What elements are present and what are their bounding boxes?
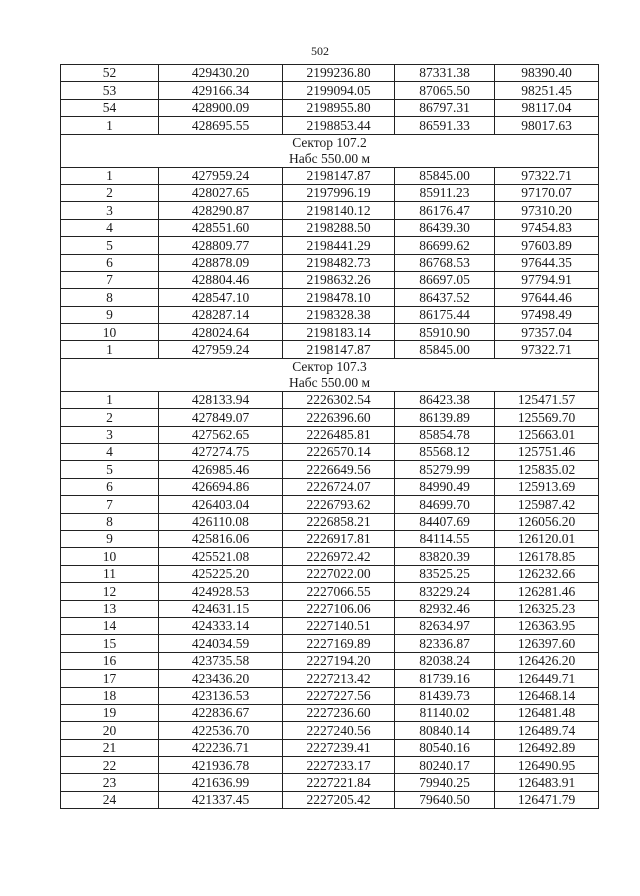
coordinate-cell: 126489.74 [495, 722, 599, 739]
coordinate-cell: 126120.01 [495, 530, 599, 547]
table-row [61, 757, 599, 774]
sector-header-row [61, 134, 599, 167]
coordinate-cell: 2227213.42 [283, 670, 395, 687]
coordinate-cell: 427562.65 [159, 426, 283, 443]
coordinate-cell: 84114.55 [395, 530, 495, 547]
table-row [61, 687, 599, 704]
coordinate-cell: 426694.86 [159, 478, 283, 495]
coordinate-cell: 86423.38 [395, 391, 495, 408]
table-row [61, 513, 599, 530]
table-row [61, 409, 599, 426]
coordinate-cell: 85854.78 [395, 426, 495, 443]
coordinate-cell: 425225.20 [159, 565, 283, 582]
coordinate-cell: 125471.57 [495, 391, 599, 408]
coordinate-cell: 126492.89 [495, 739, 599, 756]
coordinate-cell: 97454.83 [495, 219, 599, 236]
coordinate-cell: 125835.02 [495, 461, 599, 478]
coordinate-cell: 428024.64 [159, 324, 283, 341]
coordinate-cell: 2227221.84 [283, 774, 395, 791]
coordinate-cell: 425521.08 [159, 548, 283, 565]
coordinate-cell: 2198482.73 [283, 254, 395, 271]
table-row [61, 289, 599, 306]
coordinate-cell: 126483.91 [495, 774, 599, 791]
coordinate-cell: 424631.15 [159, 600, 283, 617]
table-row [61, 704, 599, 721]
coordinate-cell: 84407.69 [395, 513, 495, 530]
coordinate-cell: 422836.67 [159, 704, 283, 721]
point-number-cell: 9 [61, 306, 159, 323]
table-row [61, 117, 599, 134]
point-number-cell: 15 [61, 635, 159, 652]
point-number-cell: 19 [61, 704, 159, 721]
coordinate-cell: 423436.20 [159, 670, 283, 687]
coordinate-cell: 97357.04 [495, 324, 599, 341]
coordinate-cell: 421337.45 [159, 791, 283, 808]
coordinate-cell: 80540.16 [395, 739, 495, 756]
point-number-cell: 1 [61, 341, 159, 358]
point-number-cell: 2 [61, 409, 159, 426]
coordinate-cell: 125569.70 [495, 409, 599, 426]
coordinate-cell: 2226724.07 [283, 478, 395, 495]
coordinate-cell: 429430.20 [159, 65, 283, 82]
coordinate-cell: 85845.00 [395, 341, 495, 358]
page-number: 502 [311, 44, 329, 58]
table-row [61, 774, 599, 791]
coordinate-cell: 97170.07 [495, 184, 599, 201]
coordinate-cell: 2198140.12 [283, 202, 395, 219]
table-row [61, 341, 599, 358]
point-number-cell: 22 [61, 757, 159, 774]
point-number-cell: 21 [61, 739, 159, 756]
sector-elevation: Набс 550.00 м [288, 150, 371, 166]
coordinate-cell: 421636.99 [159, 774, 283, 791]
coordinate-cell: 2226917.81 [283, 530, 395, 547]
coordinate-cell: 86699.62 [395, 237, 495, 254]
coordinate-cell: 83229.24 [395, 583, 495, 600]
table-row [61, 391, 599, 408]
coordinate-cell: 126325.23 [495, 600, 599, 617]
coordinate-cell: 428695.55 [159, 117, 283, 134]
coordinate-cell: 426110.08 [159, 513, 283, 530]
coordinate-cell: 426403.04 [159, 496, 283, 513]
table-row [61, 254, 599, 271]
coordinate-cell: 81140.02 [395, 704, 495, 721]
coordinate-cell: 424928.53 [159, 583, 283, 600]
coordinate-cell: 83820.39 [395, 548, 495, 565]
coordinate-cell: 2198328.38 [283, 306, 395, 323]
coordinate-cell: 424034.59 [159, 635, 283, 652]
coordinate-cell: 428290.87 [159, 202, 283, 219]
coordinate-cell: 2198853.44 [283, 117, 395, 134]
coordinate-cell: 2227022.00 [283, 565, 395, 582]
point-number-cell: 7 [61, 496, 159, 513]
coordinate-cell: 428809.77 [159, 237, 283, 254]
coordinate-cell: 85911.23 [395, 184, 495, 201]
coordinate-cell: 126281.46 [495, 583, 599, 600]
coordinate-cell: 427849.07 [159, 409, 283, 426]
coordinate-cell: 81739.16 [395, 670, 495, 687]
table-row [61, 548, 599, 565]
point-number-cell: 9 [61, 530, 159, 547]
table-row [61, 99, 599, 116]
table-row [61, 237, 599, 254]
table-row [61, 496, 599, 513]
table-row [61, 444, 599, 461]
point-number-cell: 12 [61, 583, 159, 600]
coordinate-cell: 126490.95 [495, 757, 599, 774]
table-row [61, 65, 599, 82]
table-row [61, 600, 599, 617]
coordinate-cell: 97322.71 [495, 341, 599, 358]
coordinate-cell: 2226649.56 [283, 461, 395, 478]
coordinate-cell: 97603.89 [495, 237, 599, 254]
coordinate-cell: 423735.58 [159, 652, 283, 669]
coordinate-cell: 81439.73 [395, 687, 495, 704]
coordinate-cell: 86591.33 [395, 117, 495, 134]
coordinate-cell: 126178.85 [495, 548, 599, 565]
coordinate-cell: 126449.71 [495, 670, 599, 687]
coordinate-cell: 83525.25 [395, 565, 495, 582]
coordinate-cell: 97644.46 [495, 289, 599, 306]
table-row [61, 271, 599, 288]
coordinate-cell: 86439.30 [395, 219, 495, 236]
sector-elevation: Набс 550.00 м [288, 374, 371, 390]
coordinate-cell: 126426.20 [495, 652, 599, 669]
coordinate-cell: 86176.47 [395, 202, 495, 219]
coordinate-cell: 2227239.41 [283, 739, 395, 756]
point-number-cell: 20 [61, 722, 159, 739]
table-row [61, 565, 599, 582]
point-number-cell: 2 [61, 184, 159, 201]
coordinate-cell: 2198632.26 [283, 271, 395, 288]
sector-header-row [61, 358, 599, 391]
table-row [61, 739, 599, 756]
coordinate-cell: 2226570.14 [283, 444, 395, 461]
coordinate-cell: 2226793.62 [283, 496, 395, 513]
point-number-cell: 11 [61, 565, 159, 582]
table-row [61, 530, 599, 547]
point-number-cell: 13 [61, 600, 159, 617]
point-number-cell: 6 [61, 254, 159, 271]
table-row [61, 583, 599, 600]
coordinate-cell: 2199236.80 [283, 65, 395, 82]
point-number-cell: 24 [61, 791, 159, 808]
point-number-cell: 5 [61, 237, 159, 254]
coordinate-cell: 2226858.21 [283, 513, 395, 530]
coordinate-cell: 2199094.05 [283, 82, 395, 99]
coordinate-cell: 84990.49 [395, 478, 495, 495]
coordinate-cell: 80840.14 [395, 722, 495, 739]
coordinate-cell: 86797.31 [395, 99, 495, 116]
table-row [61, 324, 599, 341]
coordinate-cell: 428804.46 [159, 271, 283, 288]
table-row [61, 306, 599, 323]
point-number-cell: 52 [61, 65, 159, 82]
table-row [61, 791, 599, 808]
coordinate-cell: 125987.42 [495, 496, 599, 513]
table-row [61, 184, 599, 201]
coordinate-cell: 2226972.42 [283, 548, 395, 565]
coordinate-cell: 426985.46 [159, 461, 283, 478]
table-row [61, 635, 599, 652]
coordinate-cell: 79640.50 [395, 791, 495, 808]
sector-header [61, 358, 599, 391]
coordinate-cell: 82038.24 [395, 652, 495, 669]
coordinate-cell: 2227169.89 [283, 635, 395, 652]
coordinate-cell: 82932.46 [395, 600, 495, 617]
coordinate-cell: 87331.38 [395, 65, 495, 82]
point-number-cell: 7 [61, 271, 159, 288]
point-number-cell: 8 [61, 289, 159, 306]
coordinate-cell: 424333.14 [159, 617, 283, 634]
point-number-cell: 54 [61, 99, 159, 116]
coordinate-cell: 2226302.54 [283, 391, 395, 408]
table-row [61, 670, 599, 687]
sector-title: Сектор 107.3 [292, 358, 367, 374]
coordinate-cell: 2227205.42 [283, 791, 395, 808]
coordinate-cell: 2197996.19 [283, 184, 395, 201]
coordinate-cell: 79940.25 [395, 774, 495, 791]
coordinate-cell: 428287.14 [159, 306, 283, 323]
point-number-cell: 4 [61, 219, 159, 236]
coordinate-cell: 428133.94 [159, 391, 283, 408]
coordinate-cell: 125913.69 [495, 478, 599, 495]
coordinate-cell: 126468.14 [495, 687, 599, 704]
coordinate-cell: 2227236.60 [283, 704, 395, 721]
coordinate-cell: 423136.53 [159, 687, 283, 704]
coordinate-cell: 98251.45 [495, 82, 599, 99]
point-number-cell: 8 [61, 513, 159, 530]
coordinate-cell: 2227066.55 [283, 583, 395, 600]
coordinate-cell: 97310.20 [495, 202, 599, 219]
point-number-cell: 16 [61, 652, 159, 669]
point-number-cell: 3 [61, 426, 159, 443]
coordinate-cell: 2226396.60 [283, 409, 395, 426]
point-number-cell: 1 [61, 117, 159, 134]
coordinate-cell: 97498.49 [495, 306, 599, 323]
coordinate-cell: 2227233.17 [283, 757, 395, 774]
sector-title: Сектор 107.2 [292, 134, 367, 150]
table-row [61, 202, 599, 219]
table-row [61, 82, 599, 99]
coordinate-cell: 125663.01 [495, 426, 599, 443]
coordinate-cell: 85279.99 [395, 461, 495, 478]
coordinate-cell: 97794.91 [495, 271, 599, 288]
coordinate-cell: 126363.95 [495, 617, 599, 634]
point-number-cell: 23 [61, 774, 159, 791]
coordinate-cell: 126056.20 [495, 513, 599, 530]
point-number-cell: 53 [61, 82, 159, 99]
table-row [61, 426, 599, 443]
coordinate-cell: 86139.89 [395, 409, 495, 426]
point-number-cell: 14 [61, 617, 159, 634]
point-number-cell: 4 [61, 444, 159, 461]
sector-header [61, 134, 599, 167]
coordinates-table-body [61, 65, 599, 809]
coordinate-cell: 85568.12 [395, 444, 495, 461]
coordinate-cell: 126471.79 [495, 791, 599, 808]
coordinate-cell: 86697.05 [395, 271, 495, 288]
coordinate-cell: 80240.17 [395, 757, 495, 774]
coordinate-cell: 428027.65 [159, 184, 283, 201]
coordinate-cell: 2227240.56 [283, 722, 395, 739]
table-row [61, 652, 599, 669]
coordinate-cell: 86437.52 [395, 289, 495, 306]
coordinate-cell: 429166.34 [159, 82, 283, 99]
coordinate-cell: 428547.10 [159, 289, 283, 306]
point-number-cell: 5 [61, 461, 159, 478]
coordinate-cell: 97644.35 [495, 254, 599, 271]
coordinate-cell: 97322.71 [495, 167, 599, 184]
coordinate-cell: 125751.46 [495, 444, 599, 461]
point-number-cell: 17 [61, 670, 159, 687]
point-number-cell: 3 [61, 202, 159, 219]
coordinate-cell: 421936.78 [159, 757, 283, 774]
coordinate-cell: 82634.97 [395, 617, 495, 634]
coordinate-cell: 2226485.81 [283, 426, 395, 443]
coordinate-cell: 2227194.20 [283, 652, 395, 669]
coordinate-cell: 2198478.10 [283, 289, 395, 306]
coordinate-cell: 126232.66 [495, 565, 599, 582]
table-row [61, 478, 599, 495]
table-row [61, 461, 599, 478]
coordinate-cell: 2198955.80 [283, 99, 395, 116]
coordinate-cell: 428551.60 [159, 219, 283, 236]
coordinate-cell: 2227227.56 [283, 687, 395, 704]
coordinate-cell: 425816.06 [159, 530, 283, 547]
coordinate-cell: 87065.50 [395, 82, 495, 99]
coordinate-cell: 428878.09 [159, 254, 283, 271]
coordinate-cell: 82336.87 [395, 635, 495, 652]
coordinate-cell: 2198441.29 [283, 237, 395, 254]
table-row [61, 167, 599, 184]
coordinate-cell: 422236.71 [159, 739, 283, 756]
coordinate-cell: 86175.44 [395, 306, 495, 323]
coordinate-cell: 85910.90 [395, 324, 495, 341]
coordinate-cell: 126481.48 [495, 704, 599, 721]
coordinate-cell: 428900.09 [159, 99, 283, 116]
point-number-cell: 18 [61, 687, 159, 704]
table-row [61, 617, 599, 634]
coordinate-cell: 98117.04 [495, 99, 599, 116]
coordinate-cell: 85845.00 [395, 167, 495, 184]
coordinate-cell: 126397.60 [495, 635, 599, 652]
coordinate-cell: 2227106.06 [283, 600, 395, 617]
coordinates-table [60, 64, 599, 809]
point-number-cell: 10 [61, 324, 159, 341]
point-number-cell: 10 [61, 548, 159, 565]
coordinate-cell: 98390.40 [495, 65, 599, 82]
coordinate-cell: 2198288.50 [283, 219, 395, 236]
table-row [61, 219, 599, 236]
coordinate-cell: 2198147.87 [283, 341, 395, 358]
coordinate-cell: 98017.63 [495, 117, 599, 134]
coordinate-cell: 86768.53 [395, 254, 495, 271]
point-number-cell: 1 [61, 167, 159, 184]
coordinate-cell: 427959.24 [159, 341, 283, 358]
coordinate-cell: 2198183.14 [283, 324, 395, 341]
coordinate-cell: 2227140.51 [283, 617, 395, 634]
table-row [61, 722, 599, 739]
point-number-cell: 6 [61, 478, 159, 495]
coordinate-cell: 84699.70 [395, 496, 495, 513]
coordinate-cell: 427959.24 [159, 167, 283, 184]
coordinate-cell: 422536.70 [159, 722, 283, 739]
coordinate-cell: 2198147.87 [283, 167, 395, 184]
coordinate-cell: 427274.75 [159, 444, 283, 461]
point-number-cell: 1 [61, 391, 159, 408]
